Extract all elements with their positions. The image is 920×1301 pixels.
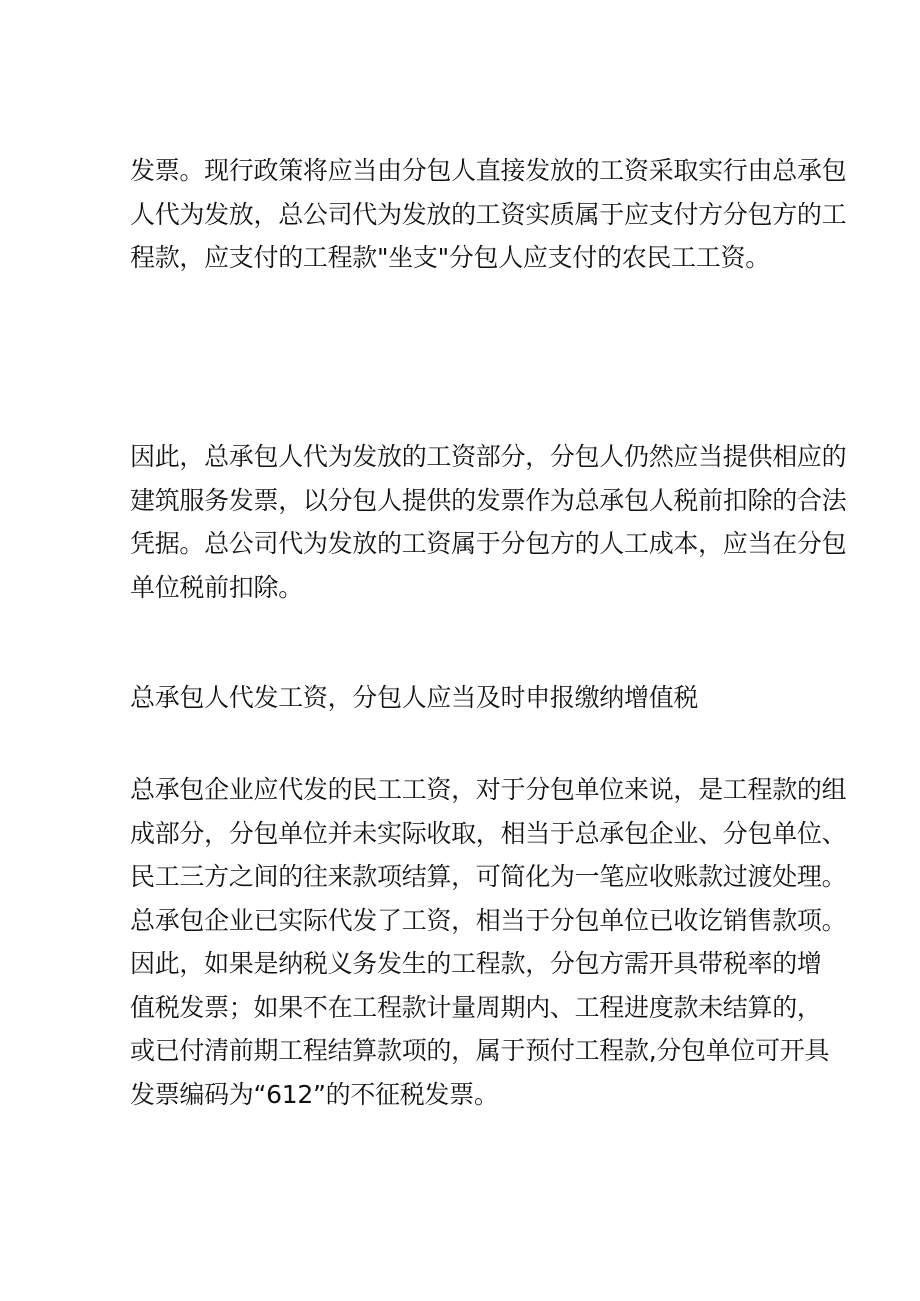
text-line: 单位税前扣除。 xyxy=(130,572,303,602)
text-line: 发票编码为“612”的不征税发票。 xyxy=(130,1079,499,1109)
text-line: 建筑服务发票，以分包人提供的发票作为总承包人税前扣除的合法 xyxy=(130,485,847,515)
text-line: 总承包企业应代发的民工工资，对于分包单位来说，是工程款的组 xyxy=(130,775,847,804)
text-line: 民工三方之间的往来款项结算，可简化为一笔应收账款过渡处理。 xyxy=(130,862,847,891)
text-line: 因此，总承包人代为发放的工资部分，分包人仍然应当提供相应的 xyxy=(130,442,847,471)
paragraph-vat-handling xyxy=(130,768,847,1116)
text-line: 总承包企业已实际代发了工资，相当于分包单位已收讫销售款项。 xyxy=(130,905,847,935)
text-line: 发票。现行政策将应当由分包人直接发放的工资采取实行由总承包 xyxy=(130,156,847,185)
text-line: 因此，如果是纳税义务发生的工程款，分包方需开具带税率的增 xyxy=(130,949,822,978)
paragraph-wage-payment-policy xyxy=(130,149,847,280)
paragraph-invoice-requirement xyxy=(130,435,847,609)
text-line: 或已付清前期工程结算款项的，属于预付工程款,分包单位可开具 xyxy=(130,1036,830,1065)
heading-text: 总承包人代发工资，分包人应当及时申报缴纳增值税 xyxy=(130,683,699,712)
text-line: 凭据。总公司代为发放的工资属于分包方的人工成本，应当在分包 xyxy=(130,529,847,558)
text-line: 程款，应支付的工程款"坐支"分包人应支付的农民工工资。 xyxy=(130,243,770,272)
text-line: 值税发票；如果不在工程款计量周期内、工程进度款未结算的， xyxy=(130,992,822,1022)
section-heading xyxy=(130,676,802,720)
text-line: 成部分，分包单位并未实际收取，相当于总承包企业、分包单位、 xyxy=(130,818,847,848)
text-line: 人代为发放，总公司代为发放的工资实质属于应支付方分包方的工 xyxy=(130,199,847,229)
